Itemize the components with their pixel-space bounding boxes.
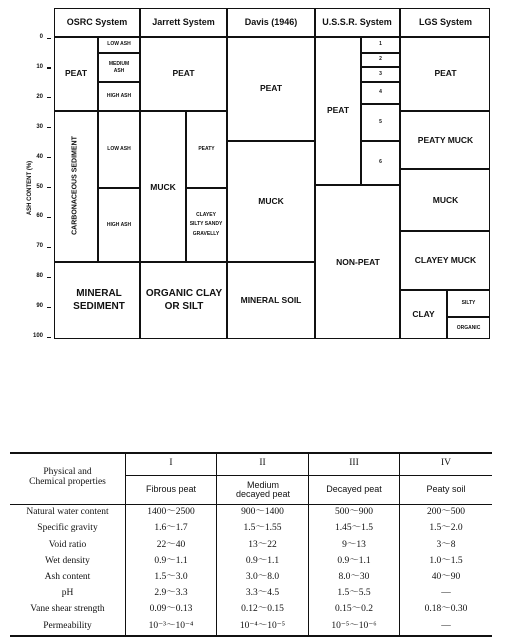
osrc-low-ash-2: LOW ASH	[107, 146, 131, 153]
row-value: 900～1400	[241, 507, 284, 518]
type-label: Fibrous peat	[145, 484, 197, 495]
lgs-peaty-muck: PEATY MUCK	[417, 134, 474, 145]
jarrett-divider	[185, 187, 227, 189]
lgs-muck: MUCK	[432, 194, 459, 205]
row-property: pH	[61, 588, 74, 599]
osrc-low-ash: LOW ASH	[107, 41, 131, 48]
y-tick-mark	[47, 127, 51, 128]
type-label: Medium decayed peat	[235, 479, 291, 499]
davis-muck: MUCK	[258, 196, 284, 207]
row-value: 500～900	[334, 507, 373, 518]
y-tick-mark	[47, 217, 51, 218]
row-value: 9～13	[342, 539, 366, 550]
header-ussr: U.S.S.R. System	[322, 16, 392, 27]
ussr-class-4: 4	[379, 89, 382, 96]
davis-mineral-soil: MINERAL SOIL	[240, 295, 302, 306]
group-label: I	[169, 458, 173, 469]
y-tick-label: 80	[36, 273, 43, 280]
osrc-mineral-sediment: MINERAL SEDIMENT	[73, 288, 125, 312]
y-tick-label: 30	[36, 123, 43, 130]
y-axis-label: ASH CONTENT (%)	[27, 160, 33, 216]
row-value: 1.6～1.7	[154, 523, 188, 534]
table-rule	[10, 635, 492, 637]
header-lgs: LGS System	[418, 16, 473, 27]
y-tick-label: 0	[39, 34, 43, 40]
lgs-organic: ORGANIC	[456, 324, 481, 331]
jarrett-muck: MUCK	[150, 181, 176, 192]
row-value: 1.5～2.0	[429, 523, 463, 534]
y-tick-mark	[47, 67, 51, 68]
row-value: 13～22	[248, 539, 277, 550]
row-value: 0.15～0.2	[334, 604, 373, 615]
row-property: Specific gravity	[37, 523, 98, 534]
row-value: 1.5～5.5	[337, 588, 371, 599]
group-label: III	[349, 458, 359, 469]
row-value: 2.9～3.3	[154, 588, 188, 599]
ussr-class-6: 6	[379, 159, 382, 166]
row-value: 40～90	[431, 571, 461, 582]
ussr-peat: PEAT	[326, 105, 350, 116]
row-value: 1.5～3.0	[154, 571, 188, 582]
y-tick-label: 10	[36, 63, 43, 70]
osrc-high-ash-2: HIGH ASH	[106, 221, 132, 228]
row-value: 10⁻⁴～10⁻⁵	[239, 620, 286, 631]
y-tick-label: 100	[32, 333, 43, 339]
header-davis: Davis (1946)	[244, 16, 298, 27]
row-value: 8.0～30	[338, 571, 370, 582]
y-tick-mark	[47, 337, 51, 338]
group-label: IV	[440, 458, 452, 469]
lgs-clayey-muck: CLAYEY MUCK	[414, 255, 477, 266]
row-value: 0.9～1.1	[154, 555, 188, 566]
row-value: 22～40	[156, 539, 186, 550]
lgs-silty: SILTY	[461, 300, 476, 307]
row-value: 0.18～0.30	[424, 604, 468, 615]
group-label: II	[259, 458, 266, 469]
y-tick-label: 90	[36, 303, 43, 310]
ussr-non-peat: NON-PEAT	[336, 256, 380, 267]
type-label: Peaty soil	[426, 484, 466, 495]
ussr-class-3: 3	[379, 70, 382, 77]
y-tick-mark	[47, 307, 51, 308]
osrc-high-ash: HIGH ASH	[106, 92, 132, 99]
row-property: Natural water content	[26, 507, 109, 518]
row-value: 0.12～0.15	[241, 604, 284, 615]
row-value: 1.5～1.55	[243, 523, 282, 534]
y-tick-label: 20	[36, 93, 43, 100]
y-tick-mark	[47, 277, 51, 278]
row-value: 0.9～1.1	[337, 555, 371, 566]
row-property: Ash content	[44, 571, 91, 582]
row-value: 10⁻³～10⁻⁴	[148, 620, 194, 631]
row-value: 1400～2500	[147, 507, 195, 518]
row-property: Permeability	[43, 620, 92, 631]
row-value: 10⁻⁵～10⁻⁶	[331, 620, 377, 631]
row-value: 0.09～0.13	[149, 604, 193, 615]
davis-peat: PEAT	[259, 83, 283, 94]
row-property: Wet density	[45, 555, 90, 566]
row-value: 200～500	[426, 507, 465, 518]
y-tick-label: 50	[36, 183, 43, 190]
y-tick-mark	[47, 38, 51, 39]
osrc-carbonaceous-sediment: CARBONACEOUS SEDIMENT	[71, 136, 79, 235]
row-property: Vane shear strength	[30, 604, 105, 615]
osrc-peat: PEAT	[64, 68, 88, 79]
lgs-peat: PEAT	[434, 68, 457, 79]
table-header-property: Physical and Chemical properties	[29, 467, 106, 487]
y-tick-label: 60	[36, 213, 43, 220]
header-jarrett: Jarrett System	[152, 16, 215, 27]
jarrett-peat: PEAT	[172, 68, 195, 79]
row-value: 3.0～8.0	[245, 571, 280, 582]
jarrett-clayey: CLAYEY SILTY SANDY GRAVELLY	[189, 211, 223, 237]
row-value: 3.3～4.5	[245, 588, 280, 599]
y-tick-mark	[47, 97, 51, 98]
lgs-clay: CLAY	[412, 309, 435, 320]
y-tick-mark	[47, 157, 51, 158]
ussr-class-2: 2	[379, 56, 382, 63]
y-tick-mark	[47, 247, 51, 248]
row-value: 3～8	[436, 539, 456, 550]
row-value: —	[441, 620, 451, 631]
y-tick-mark	[47, 187, 51, 188]
row-value: 0.9～1.1	[245, 555, 280, 566]
ussr-class-5: 5	[379, 118, 382, 125]
row-property: Void ratio	[48, 539, 87, 550]
jarrett-organic: ORGANIC CLAY OR SILT	[145, 288, 223, 312]
type-label: Decayed peat	[326, 484, 382, 495]
row-value: 1.0～1.5	[429, 555, 463, 566]
properties-table	[10, 452, 492, 636]
jarrett-peaty: PEATY	[198, 146, 215, 153]
row-value: 1.45～1.5	[334, 523, 373, 534]
row-value: —	[441, 588, 451, 599]
header-osrc: OSRC System	[66, 16, 128, 27]
y-tick-label: 70	[36, 243, 43, 250]
y-tick-label: 40	[36, 153, 43, 160]
osrc-medium-ash: MEDIUM ASH	[108, 61, 130, 74]
ussr-class-1: 1	[379, 41, 382, 48]
